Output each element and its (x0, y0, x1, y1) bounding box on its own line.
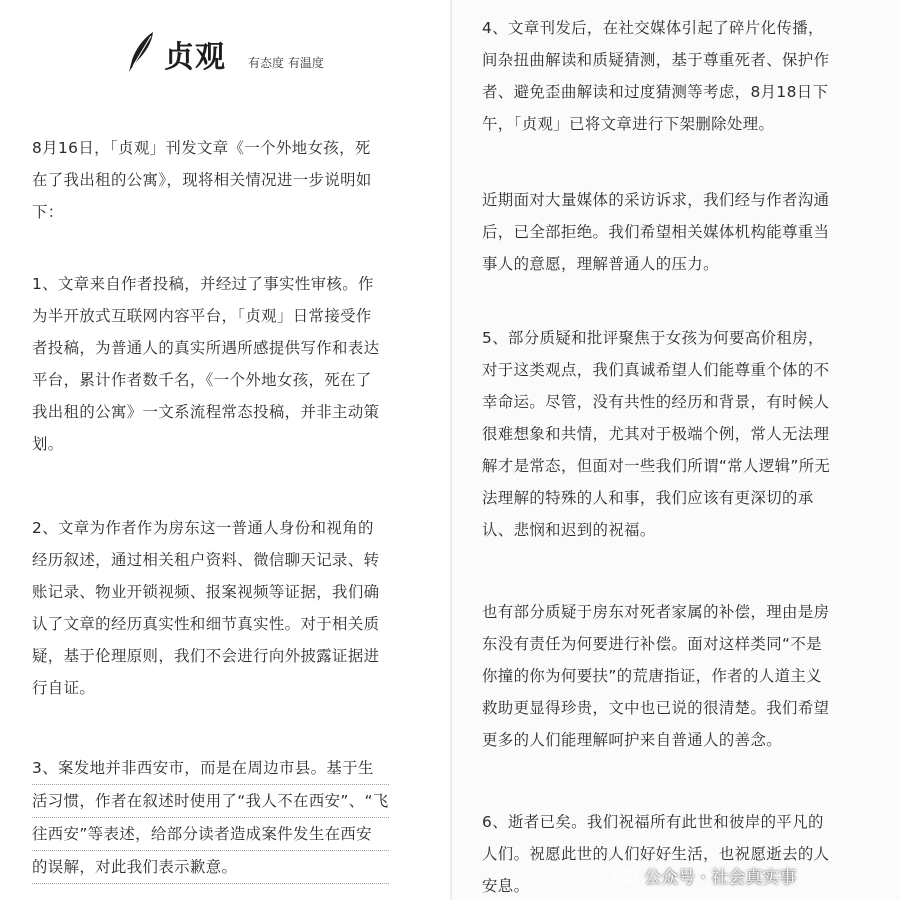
text-line: 也有部分质疑于房东对死者家属的补偿，理由是房 (482, 603, 830, 621)
paragraph-1 (32, 268, 379, 460)
text-line: 后，已全部拒绝。我们希望相关媒体机构能尊重当 (482, 223, 830, 241)
paragraph-intro (32, 132, 372, 228)
text-line: 近期面对大量媒体的采访诉求，我们经与作者沟通 (482, 191, 830, 209)
text-line: 1、文章来自作者投稿，并经过了事实性审核。作 (32, 275, 374, 293)
paragraph-3 (32, 752, 389, 884)
text-line: 事人的意愿，理解普通人的压力。 (482, 255, 719, 273)
brand-slogan: 有态度 有温度 (248, 56, 324, 70)
text-line: 者、避免歪曲解读和过度猜测等考虑，8月18日下 (482, 83, 829, 101)
text-line: 6、逝者已矣。我们祝福所有此世和彼岸的平凡的 (482, 813, 824, 831)
quill-icon (126, 30, 156, 74)
text-line: 解才是常态，但面对一些我们所谓“常人逻辑”所无 (482, 457, 831, 475)
text-line: 账记录、物业开锁视频、报案视频等证据，我们确 (32, 583, 380, 601)
watermark-text: 公众号 · 社会真实事 (644, 867, 797, 888)
text-line: 划。 (32, 435, 64, 453)
brand-logo (126, 28, 366, 78)
text-line: 往西安”等表述，给部分读者造成案件发生在西安 (32, 818, 389, 851)
text-line: 对于这类观点，我们真诚希望人们能尊重个体的不 (482, 361, 830, 379)
text-line: 8月16日，「贞观」刊发文章《一个外地女孩，死 (32, 139, 371, 157)
text-line: 认了文章的经历真实性和细节真实性。对于相关质 (32, 615, 380, 633)
text-line: 疑，基于伦理原则，我们不会进行向外披露证据进 (32, 647, 380, 665)
text-line: 4、文章刊发后，在社交媒体引起了碎片化传播， (482, 19, 824, 37)
text-line: 为半开放式互联网内容平台，「贞观」日常接受作 (32, 307, 372, 325)
brand-name: 贞观 (164, 40, 226, 75)
text-line: 救助更显得珍贵，文中也已说的很清楚。我们希望 (482, 699, 830, 717)
paragraph-4 (482, 12, 829, 140)
paragraph-4b (482, 184, 829, 280)
text-line: 在了我出租的公寓》，现将相关情况进一步说明如 (32, 171, 372, 189)
text-line: 的误解，对此我们表示歉意。 (32, 851, 389, 884)
text-line: 安息。 (482, 877, 530, 895)
text-line: 平台，累计作者数千名，《一个外地女孩，死在了 (32, 371, 372, 389)
text-line: 3、案发地并非西安市，而是在周边市县。基于生 (32, 752, 389, 785)
watermark (612, 860, 796, 890)
text-line: 很难想象和共情，尤其对于极端个例，常人无法理 (482, 425, 830, 443)
text-line: 认、悲悯和迟到的祝福。 (482, 521, 656, 539)
text-line: 间杂扭曲解读和质疑猜测，基于尊重死者、保护作 (482, 51, 830, 69)
text-line: 午，「贞观」已将文章进行下架删除处理。 (482, 115, 775, 133)
text-line: 幸命运。尽管，没有共性的经历和背景，有时候人 (482, 393, 830, 411)
text-line: 行自证。 (32, 679, 96, 697)
text-line: 我出租的公寓》一文系流程常态投稿，并非主动策 (32, 403, 380, 421)
paragraph-5 (482, 322, 830, 546)
text-line: 法理解的特殊的人和事，我们应该有更深切的承 (482, 489, 814, 507)
text-line: 下： (32, 203, 64, 221)
wechat-icon (612, 864, 638, 886)
text-line: 更多的人们能理解呵护来自普通人的善念。 (482, 731, 783, 749)
text-line: 人们。祝愿此世的人们好好生活，也祝愿逝去的人 (482, 845, 830, 863)
text-line: 你撞的你为何要扶”的荒唐指证，作者的人道主义 (482, 667, 822, 685)
text-line: 2、文章为作者作为房东这一普通人身份和视角的 (32, 519, 374, 537)
text-line: 者投稿，为普通人的真实所遇所感提供写作和表达 (32, 339, 380, 357)
text-line: 5、部分质疑和批评聚焦于女孩为何要高价租房， (482, 329, 824, 347)
paragraph-5b (482, 596, 829, 756)
text-line: 东没有责任为何要进行补偿。面对这样类同“不是 (482, 635, 822, 653)
text-line: 经历叙述，通过相关租户资料、微信聊天记录、转 (32, 551, 380, 569)
text-line: 活习惯，作者在叙述时使用了“我人不在西安”、“飞 (32, 785, 389, 818)
paragraph-2 (32, 512, 379, 704)
